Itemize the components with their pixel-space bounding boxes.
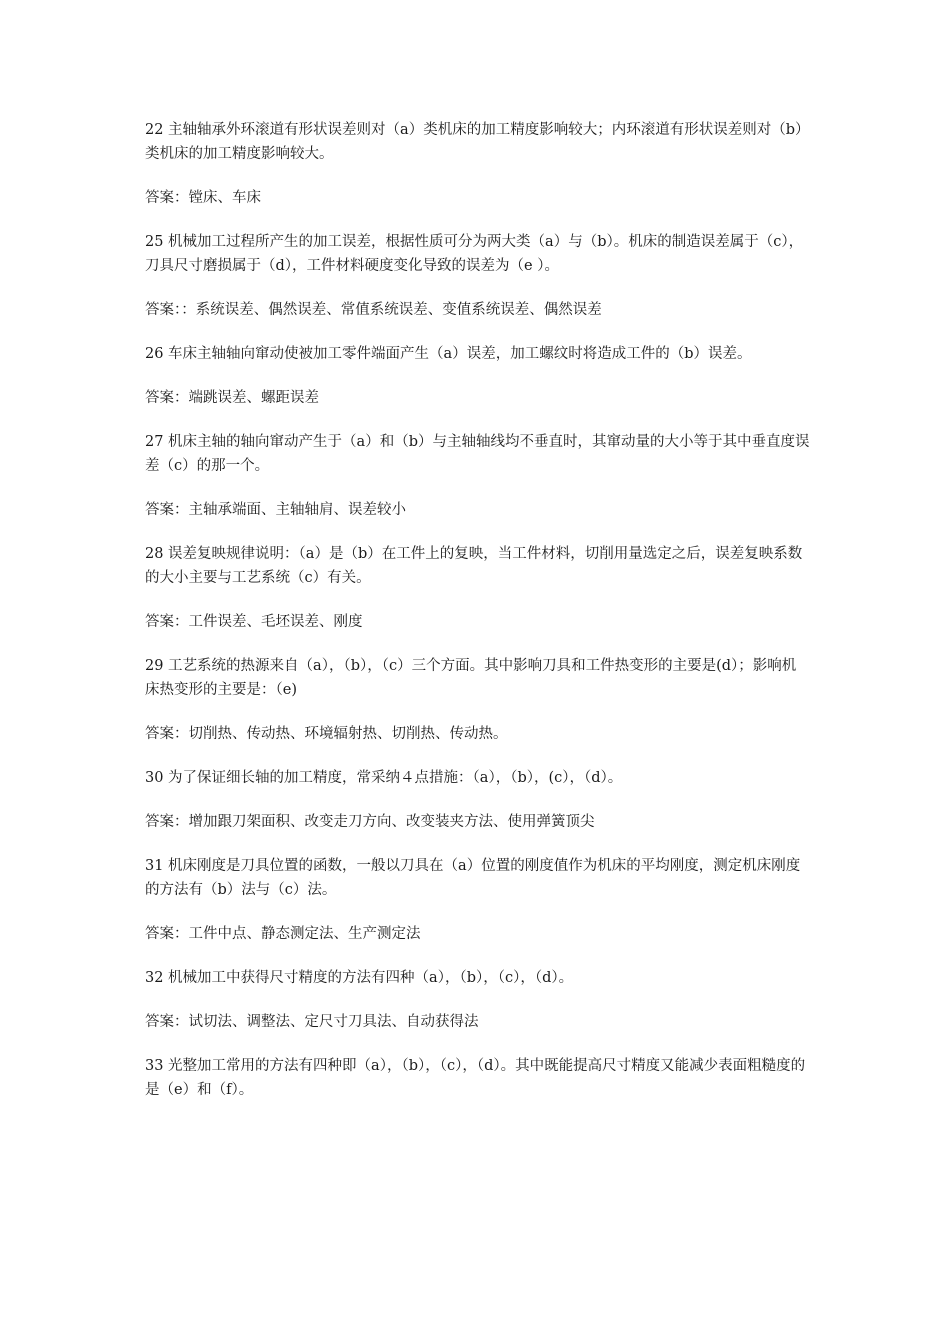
question-26: 26 车床主轴轴向窜动使被加工零件端面产生（a）误差，加工螺纹时将造成工件的（b）误差。 (145, 346, 752, 362)
question-31: 31 机床刚度是刀具位置的函数，一般以刀具在（a）位置的刚度值作为机床的平均刚度，测定机床刚度的方法有（b）法与（c）法。 (145, 858, 801, 898)
answer-31: 答案：工件中点、静态测定法、生产测定法 (145, 926, 421, 942)
question-33: 33 光整加工常用的方法有四种即（a），（b），（c），（d）。其中既能提高尺寸精度又能减少表面粗糙度的是（e）和（f）。 (145, 1058, 806, 1098)
answer-29: 答案：切削热、传动热、环境辐射热、切削热、传动热。 (145, 726, 508, 742)
document-body (145, 118, 810, 1122)
question-25: 25 机械加工过程所产生的加工误差，根据性质可分为两大类（a）与（b）。机床的制造误差属于（c），刀具尺寸磨损属于（d），工件材料硬度变化导致的误差为（e ）。 (145, 234, 804, 274)
question-22: 22 主轴轴承外环滚道有形状误差则对（a）类机床的加工精度影响较大；内环滚道有形状误差则对（b）类机床的加工精度影响较大。 (145, 122, 810, 162)
question-30: 30 为了保证细长轴的加工精度，常采纳４点措施：（a），（b），(c），（d）。 (145, 770, 623, 786)
answer-25: 答案：：系统误差、偶然误差、常值系统误差、变值系统误差、偶然误差 (145, 302, 602, 318)
question-29: 29 工艺系统的热源来自（a），（b），（c）三个方面。其中影响刀具和工件热变形的主要是(d）；影响机床热变形的主要是：（e) (145, 658, 797, 698)
question-28: 28 误差复映规律说明：（a）是（b）在工件上的复映，当工件材料，切削用量选定之后，误差复映系数的大小主要与工艺系统（c）有关。 (145, 546, 803, 586)
question-27: 27 机床主轴的轴向窜动产生于（a）和（b）与主轴轴线均不垂直时，其窜动量的大小等于其中垂直度误差（c）的那一个。 (145, 434, 810, 474)
question-32: 32 机械加工中获得尺寸精度的方法有四种（a），（b），（c），（d）。 (145, 970, 574, 986)
answer-26: 答案：端跳误差、螺距误差 (145, 390, 319, 406)
answer-32: 答案：试切法、调整法、定尺寸刀具法、自动获得法 (145, 1014, 479, 1030)
answer-28: 答案：工件误差、毛坯误差、刚度 (145, 614, 363, 630)
answer-22: 答案：镗床、车床 (145, 190, 261, 206)
answer-27: 答案：主轴承端面、主轴轴肩、误差较小 (145, 502, 406, 518)
answer-30: 答案：增加跟刀架面积、改变走刀方向、改变装夹方法、使用弹簧顶尖 (145, 814, 595, 830)
